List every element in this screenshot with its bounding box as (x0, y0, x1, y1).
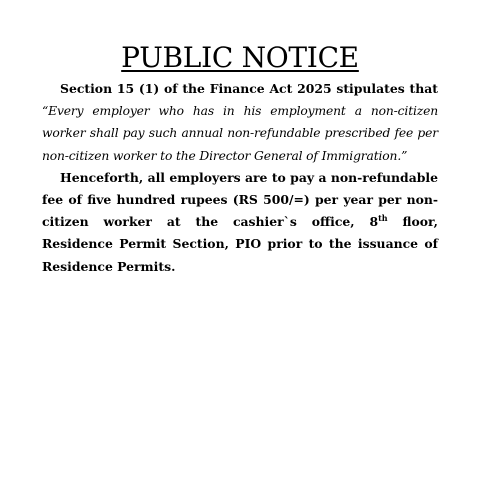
paragraph-2-part-1: Henceforth, all employers are to pay a non-refundable fee of five hundred rupees (RS 500/=) per year per non-citizen worker at the cashier`s office, 8 (42, 169, 438, 230)
paragraph-1-lead: Section 15 (1) of the Finance Act 2025 stipulates that (60, 81, 438, 96)
notice-title: PUBLIC NOTICE (121, 41, 359, 74)
act-quotation: “Every employer who has in his employment a non-citizen worker shall pay such annual non-refundable prescribed fee per non-citizen worker to the Director General of Immigration.” (42, 104, 438, 163)
notice-paragraph-2 (42, 167, 438, 278)
floor-ordinal-suffix: th (378, 213, 388, 224)
paragraph-2-part-2: floor, Residence Permit Section, PIO prior to the issuance of Residence Permits. (42, 214, 438, 274)
notice-document (42, 42, 438, 278)
notice-paragraph-1 (42, 78, 438, 167)
